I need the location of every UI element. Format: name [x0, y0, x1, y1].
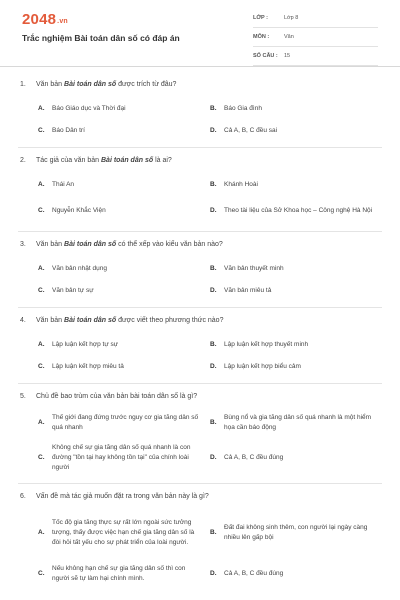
- question-6: [0, 490, 400, 590]
- question-text: [18, 154, 382, 168]
- option-text: Báo Giáo dục và Thời đại: [52, 105, 126, 112]
- question-post: là ai?: [153, 157, 172, 164]
- question-number: 5.: [20, 393, 26, 400]
- option-b[interactable]: [210, 340, 382, 350]
- option-text: Cả A, B, C đều đúng: [224, 570, 284, 577]
- option-text: Đất đai không sinh thêm, con người lại ngày càng nhiều lên gấp bội: [224, 524, 368, 541]
- question-divider: [18, 147, 382, 148]
- question-divider: [18, 231, 382, 232]
- option-letter: D.: [210, 570, 217, 577]
- option-letter: C.: [38, 127, 45, 134]
- option-text: Báo Gia đình: [224, 105, 262, 112]
- question-2: [0, 154, 400, 232]
- option-letter: A.: [38, 105, 45, 112]
- page-title: Trắc nghiệm Bài toán dân số có đáp án: [22, 33, 180, 43]
- option-d[interactable]: [210, 453, 382, 463]
- option-a[interactable]: [38, 104, 210, 114]
- option-text: Văn bản miêu tả: [224, 287, 272, 294]
- option-c[interactable]: [38, 206, 210, 216]
- option-text: Nguyễn Khắc Viện: [52, 207, 106, 214]
- question-emphasis: Bài toán dân số: [64, 317, 117, 324]
- option-text: Cả A, B, C đều sai: [224, 127, 278, 134]
- option-letter: A.: [38, 529, 45, 536]
- option-text: Thế giới đang đứng trước nguy cơ gia tăng dân số quá nhanh: [52, 414, 199, 431]
- question-emphasis: Bài toán dân số: [101, 157, 154, 164]
- logo-main: 2048: [22, 11, 57, 28]
- option-a[interactable]: [38, 264, 210, 274]
- question-5: [0, 390, 400, 484]
- option-text: Không chế sự gia tăng dân số quá nhanh là con đường "tồn tại hay không tồn tại" của chính loài người: [52, 444, 191, 471]
- option-text: Bùng nổ và gia tăng dân số quá nhanh là một hiểm họa cần báo động: [224, 414, 372, 431]
- question-pre: Văn bản: [36, 241, 65, 248]
- option-c[interactable]: [38, 286, 210, 296]
- option-text: Lập luận kết hợp miêu tả: [52, 363, 124, 370]
- option-letter: A.: [38, 419, 45, 426]
- question-1: [0, 78, 400, 148]
- meta-row-count: [253, 50, 378, 66]
- question-number: 4.: [20, 317, 26, 324]
- option-a[interactable]: [38, 340, 210, 350]
- option-letter: D.: [210, 363, 217, 370]
- option-text: Khánh Hoài: [224, 181, 258, 188]
- question-text: [18, 314, 382, 328]
- question-post: được viết theo phương thức nào?: [116, 317, 224, 324]
- option-letter: A.: [38, 341, 45, 348]
- option-c[interactable]: [38, 564, 210, 584]
- meta-value-subject: Văn: [284, 34, 294, 40]
- question-list: [0, 74, 400, 582]
- option-letter: D.: [210, 287, 217, 294]
- question-number: 3.: [20, 241, 26, 248]
- option-a[interactable]: [38, 518, 210, 548]
- option-letter: D.: [210, 207, 217, 214]
- quiz-meta: [253, 12, 378, 69]
- page-header: [0, 0, 400, 67]
- option-b[interactable]: [210, 180, 382, 190]
- option-letter: D.: [210, 454, 217, 461]
- question-pre: Chủ đề bao trùm của văn bản bài toán dân số là gì?: [36, 393, 198, 400]
- option-letter: B.: [210, 419, 217, 426]
- question-emphasis: Bài toán dân số: [64, 241, 117, 248]
- option-letter: A.: [38, 265, 45, 272]
- option-letter: A.: [38, 181, 45, 188]
- question-divider: [18, 307, 382, 308]
- option-text: Văn bản tự sự: [52, 287, 94, 294]
- option-d[interactable]: [210, 362, 382, 372]
- question-pre: Tác giả của văn bản: [36, 157, 101, 164]
- option-letter: C.: [38, 454, 45, 461]
- question-pre: Văn bản: [36, 81, 65, 88]
- question-pre: Văn bản: [36, 317, 65, 324]
- question-number: 6.: [20, 493, 26, 500]
- option-b[interactable]: [210, 523, 382, 543]
- option-letter: B.: [210, 105, 217, 112]
- option-d[interactable]: [210, 206, 382, 216]
- option-a[interactable]: [38, 180, 210, 190]
- meta-value-grade: Lớp 8: [284, 15, 299, 21]
- question-pre: Vấn đề mà tác giả muốn đặt ra trong văn bản này là gì?: [36, 493, 209, 500]
- question-text: [18, 490, 382, 504]
- option-d[interactable]: [210, 126, 382, 136]
- option-text: Cả A, B, C đều đúng: [224, 454, 284, 461]
- option-b[interactable]: [210, 264, 382, 274]
- meta-label-count: SỐ CÂU :: [253, 53, 278, 59]
- site-logo[interactable]: [22, 11, 68, 28]
- option-c[interactable]: [38, 126, 210, 136]
- option-text: Nếu không hạn chế sự gia tăng dân số thì con người sẽ tự làm hại chính mình.: [52, 565, 186, 582]
- option-a[interactable]: [38, 413, 210, 433]
- option-b[interactable]: [210, 104, 382, 114]
- question-text: [18, 390, 382, 404]
- option-letter: B.: [210, 265, 217, 272]
- option-b[interactable]: [210, 413, 382, 433]
- option-c[interactable]: [38, 362, 210, 372]
- question-number: 2.: [20, 157, 26, 164]
- option-d[interactable]: [210, 286, 382, 296]
- meta-label-grade: LỚP :: [253, 15, 268, 21]
- meta-value-count: 15: [284, 53, 291, 59]
- meta-row-subject: [253, 31, 378, 47]
- option-d[interactable]: [210, 569, 382, 579]
- question-text: [18, 238, 382, 252]
- option-letter: C.: [38, 207, 45, 214]
- option-letter: C.: [38, 287, 45, 294]
- option-text: Lập luận kết hợp tự sự: [52, 341, 119, 348]
- question-divider: [18, 383, 382, 384]
- option-text: Thái An: [52, 181, 75, 188]
- option-text: Lập luận kết hợp biểu cảm: [224, 363, 301, 370]
- question-number: 1.: [20, 81, 26, 88]
- question-emphasis: Bài toán dân số: [64, 81, 117, 88]
- option-letter: C.: [38, 363, 45, 370]
- logo-sub: .vn: [57, 18, 68, 25]
- question-post: có thể xếp vào kiểu văn bản nào?: [116, 241, 223, 248]
- option-text: Lập luận kết hợp thuyết minh: [224, 341, 309, 348]
- option-text: Văn bản nhật dụng: [52, 265, 107, 272]
- question-3: [0, 238, 400, 308]
- option-letter: B.: [210, 529, 217, 536]
- option-text: Theo tài liệu của Sở Khoa học – Công nghệ Hà Nội: [224, 207, 373, 214]
- question-divider: [18, 483, 382, 484]
- option-letter: C.: [38, 570, 45, 577]
- option-letter: B.: [210, 181, 217, 188]
- option-text: Văn bản thuyết minh: [224, 265, 284, 272]
- option-letter: B.: [210, 341, 217, 348]
- question-text: [18, 78, 382, 92]
- option-letter: D.: [210, 127, 217, 134]
- meta-label-subject: MÔN :: [253, 34, 270, 40]
- option-text: Tốc độ gia tăng thực sự rất lớn ngoài sức tưởng tượng, thấy được việc hạn chế gia tăng dân số là đòi hỏi tất yếu cho sự phát triển của loài người.: [52, 519, 195, 546]
- option-c[interactable]: [38, 443, 210, 473]
- question-post: được trích từ đâu?: [116, 81, 177, 88]
- option-text: Báo Dân trí: [52, 127, 85, 134]
- meta-row-grade: [253, 12, 378, 28]
- question-4: [0, 314, 400, 384]
